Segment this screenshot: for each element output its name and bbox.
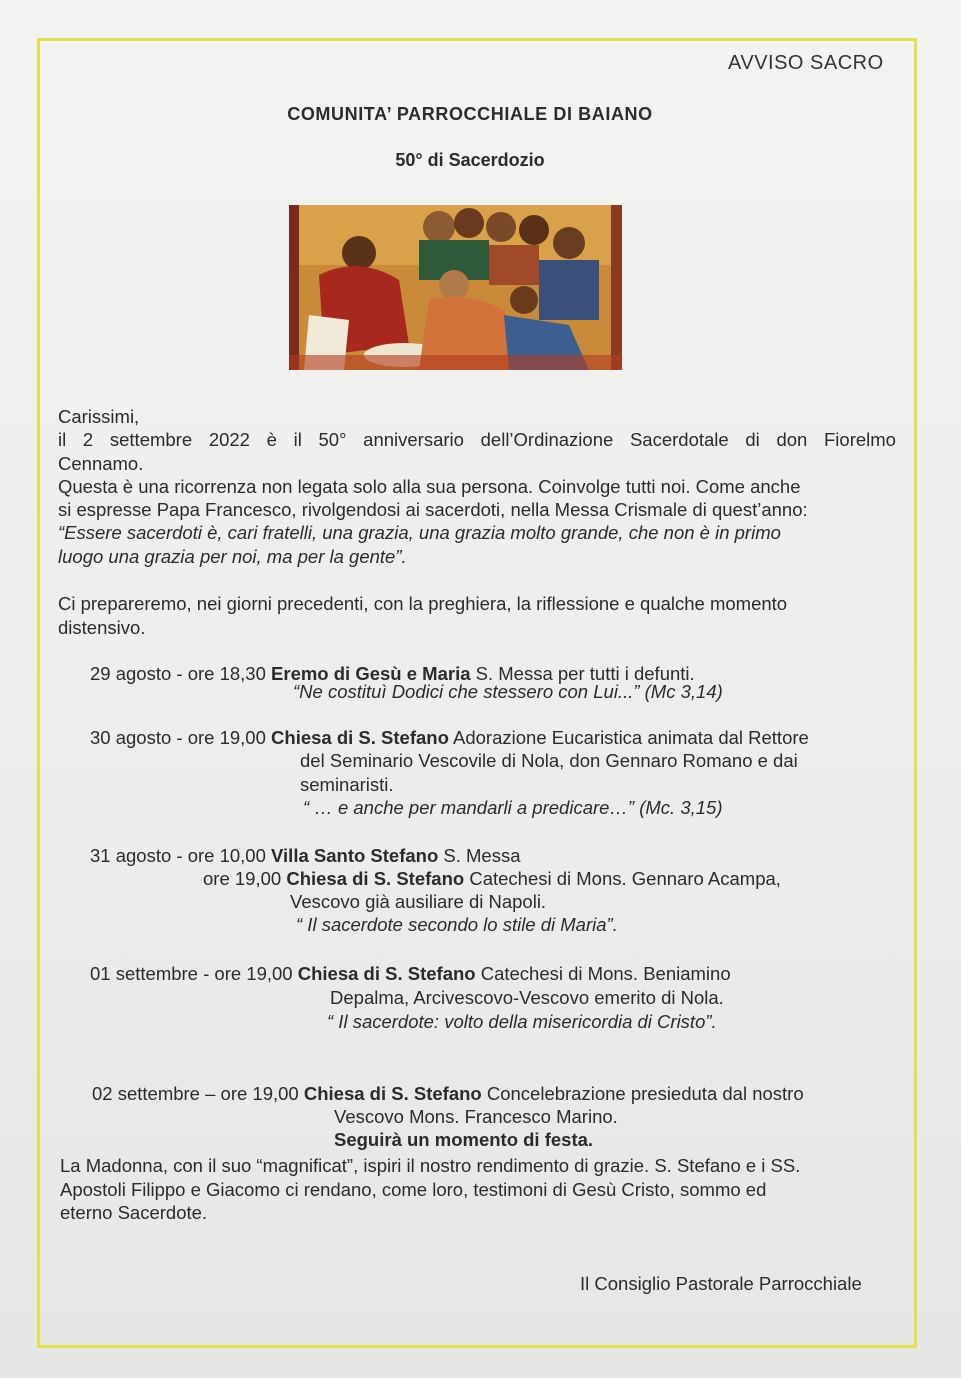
event-30-agosto-quote: “ … e anche per mandarli a predicare…” (Mc. 3,15) (303, 797, 723, 818)
greeting: Carissimi, (58, 406, 140, 427)
event-31-agosto: 31 agosto - ore 10,00 Villa Santo Stefano S. Messa (90, 845, 521, 866)
event-31-agosto-line-3: Vescovo già ausiliare di Napoli. (290, 891, 547, 912)
paragraph-2-quote-1: “Essere sacerdoti è, cari fratelli, una grazia, una grazia molto grande, che non è in primo (58, 522, 781, 543)
event-01-settembre-quote: “ Il sacerdote: volto della misericordia di Cristo”. (327, 1011, 717, 1032)
event-02-settembre-line-2: Vescovo Mons. Francesco Marino. (334, 1106, 618, 1127)
closing-line-3: eterno Sacerdote. (60, 1202, 208, 1223)
page-title: COMUNITA’ PARROCCHIALE DI BAIANO (287, 104, 653, 124)
event-01-settembre: 01 settembre - ore 19,00 Chiesa di S. Stefano Catechesi di Mons. Beniamino (90, 963, 731, 984)
event-31-agosto-line-2: ore 19,00 Chiesa di S. Stefano Catechesi di Mons. Gennaro Acampa, (203, 868, 781, 889)
paragraph-1-line-2: Cennamo. (58, 453, 144, 474)
event-29-agosto: 29 agosto - ore 18,30 Eremo di Gesù e Maria S. Messa per tutti i defunti. (90, 663, 695, 684)
paragraph-2-line-2: si espresse Papa Francesco, rivolgendosi ai sacerdoti, nella Messa Crismale di quest’anno: (58, 499, 808, 520)
paragraph-3-line-1: Ci prepareremo, nei giorni precedenti, con la preghiera, la riflessione e qualche momento (58, 593, 788, 614)
avviso-label: AVVISO SACRO (728, 52, 884, 74)
event-30-agosto-line-3: seminaristi. (300, 774, 394, 795)
closing-line-2: Apostoli Filippo e Giacomo ci rendano, come loro, testimoni di Gesù Cristo, sommo ed (60, 1179, 767, 1200)
event-02-settembre: 02 settembre – ore 19,00 Chiesa di S. Stefano Concelebrazione presieduta dal nostro (92, 1083, 804, 1104)
washing-of-feet-icon (289, 205, 622, 370)
paragraph-2-quote-2: luogo una grazia per noi, ma per la gente”. (58, 546, 407, 567)
paragraph-2-line-1: Questa è una ricorrenza non legata solo alla sua persona. Coinvolge tutti noi. Come anche (58, 476, 801, 497)
event-02-settembre-festa: Seguirà un momento di festa. (334, 1129, 594, 1150)
event-29-agosto-quote: “Ne costituì Dodici che stessero con Lui...” (Mc 3,14) (293, 681, 723, 702)
event-01-settembre-line-2: Depalma, Arcivescovo-Vescovo emerito di Nola. (330, 987, 724, 1008)
page-subtitle: 50° di Sacerdozio (395, 150, 545, 170)
signature: Il Consiglio Pastorale Parrocchiale (580, 1273, 862, 1294)
event-30-agosto: 30 agosto - ore 19,00 Chiesa di S. Stefano Adorazione Eucaristica animata dal Rettore (90, 727, 809, 748)
event-30-agosto-line-2: del Seminario Vescovile di Nola, don Gennaro Romano e dai (300, 750, 798, 771)
event-31-agosto-quote: “ Il sacerdote secondo lo stile di Maria”. (296, 914, 618, 935)
paragraph-1-line-1: il 2 settembre 2022 è il 50° anniversario dell’Ordinazione Sacerdotale di don Fiorelmo (58, 429, 896, 450)
closing-line-1: La Madonna, con il suo “magnificat”, ispiri il nostro rendimento di grazie. S. Stefano e i SS. (60, 1155, 801, 1176)
paragraph-3-line-2: distensivo. (58, 617, 146, 638)
